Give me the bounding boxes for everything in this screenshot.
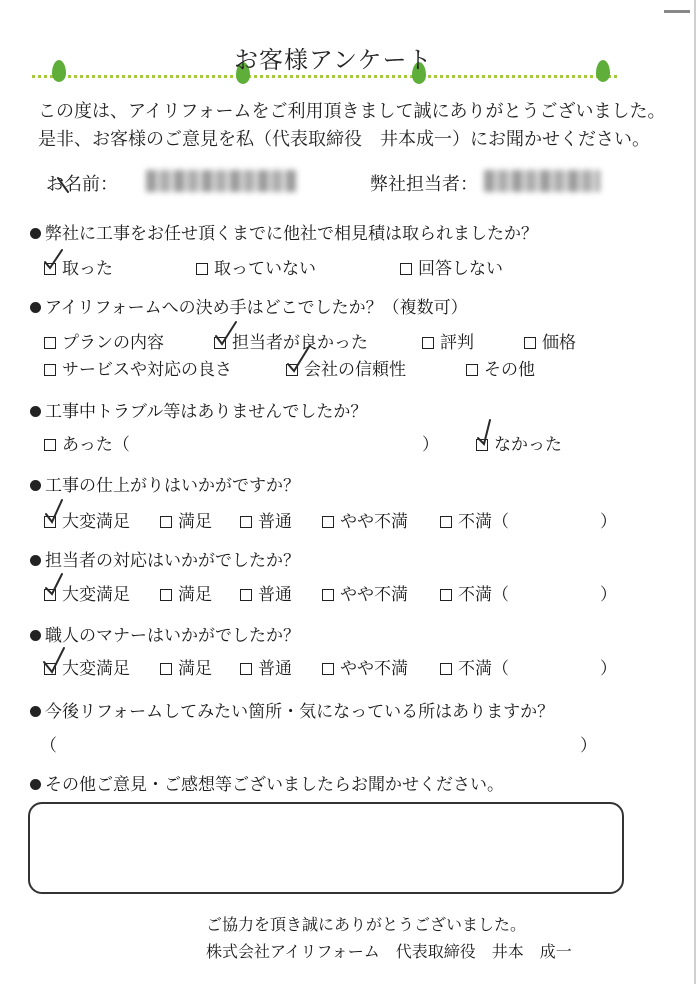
question-5-text: 担当者の対応はいかがでしたか？ xyxy=(45,551,300,571)
option-label: あった（ xyxy=(62,435,130,455)
question-4-text: 工事の仕上がりはいかがですか？ xyxy=(45,476,300,496)
intro-line-1: この度は、アイリフォームをご利用頂きまして誠にありがとうございました。 xyxy=(38,101,666,122)
check-icon xyxy=(478,420,490,444)
option-label: やや不満 xyxy=(340,512,408,532)
staff-label: 弊社担当者： xyxy=(370,174,478,195)
option-label: プランの内容 xyxy=(62,333,164,353)
option-label: 担当者が良かった xyxy=(232,333,368,353)
check-icon xyxy=(46,500,62,522)
option-label: 会社の信頼性 xyxy=(304,360,406,380)
option-label: 不満（ xyxy=(458,659,509,679)
check-icon xyxy=(46,574,62,594)
option-label: 取った xyxy=(62,259,113,279)
q5-close-paren: ） xyxy=(600,585,617,605)
option-label: 大変満足 xyxy=(62,659,130,679)
option-label: なかった xyxy=(494,435,562,455)
question-3-text: 工事中トラブル等はありませんでしたか？ xyxy=(45,402,368,422)
pen-stroke-icon xyxy=(58,178,68,192)
q7-close-paren: ） xyxy=(580,736,597,756)
option-label: サービスや対応の良さ xyxy=(62,360,232,380)
page-title: お客様アンケート xyxy=(234,46,433,74)
option-label: 回答しない xyxy=(418,259,503,279)
option-label: 満足 xyxy=(178,659,212,679)
option-label: 大変満足 xyxy=(62,585,130,605)
q3-close-paren: ） xyxy=(422,435,439,455)
check-icon xyxy=(216,322,236,344)
name-label: お名前： xyxy=(46,174,118,195)
option-label: その他 xyxy=(484,360,535,380)
option-label: 価格 xyxy=(542,333,576,353)
q7-open-paren: （ xyxy=(40,736,57,756)
q4-close-paren: ） xyxy=(600,512,617,532)
option-label: 不満（ xyxy=(458,512,509,532)
option-label: 大変満足 xyxy=(62,512,130,532)
question-8-text: その他ご意見・ご感想等ございましたらお聞かせください。 xyxy=(45,775,504,795)
option-label: 満足 xyxy=(178,512,212,532)
question-2-text: アイリフォームへの決め手はどこでしたか？（複数可） xyxy=(45,298,468,318)
closing-line-1: ご協力を頂き誠にありがとうございました。 xyxy=(206,915,527,934)
option-label: 不満（ xyxy=(458,585,509,605)
option-label: 評判 xyxy=(440,333,474,353)
q6-close-paren: ） xyxy=(600,659,617,679)
option-label: 取っていない xyxy=(214,259,316,279)
question-1-text: 弊社に工事をお任せ頂くまでに他社で相見積は取られましたか？ xyxy=(45,224,538,244)
intro-line-2: 是非、お客様のご意見を私（代表取締役 井本成一）にお聞かせください。 xyxy=(38,129,650,150)
closing-line-2: 株式会社アイリフォーム 代表取締役 井本 成一 xyxy=(206,942,572,961)
option-label: 普通 xyxy=(258,512,292,532)
option-label: 満足 xyxy=(178,585,212,605)
question-6-text: 職人のマナーはいかがでしたか？ xyxy=(45,626,300,646)
option-label: 普通 xyxy=(258,659,292,679)
check-icon xyxy=(44,648,64,672)
question-7-text: 今後リフォームしてみたい箇所・気になっている所はありますか？ xyxy=(45,702,555,722)
check-icon xyxy=(45,250,62,268)
check-icon xyxy=(288,345,310,371)
option-label: やや不満 xyxy=(340,659,408,679)
option-label: やや不満 xyxy=(340,585,408,605)
option-label: 普通 xyxy=(258,585,292,605)
